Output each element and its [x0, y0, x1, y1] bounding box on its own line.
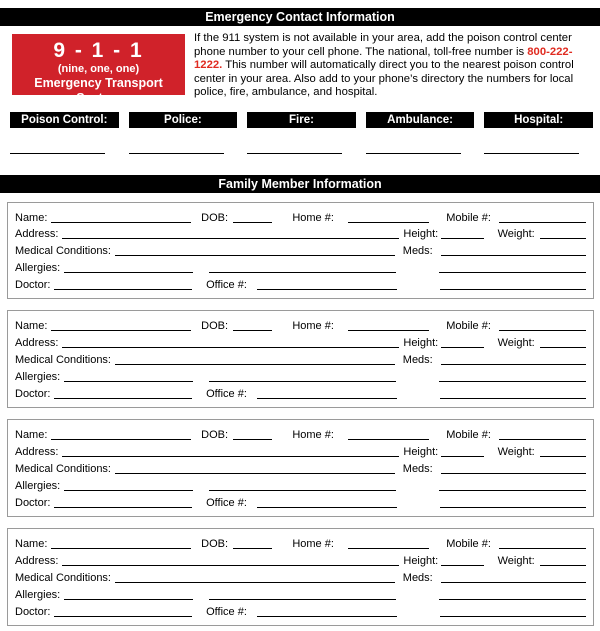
allergies-continuation-blank[interactable]	[209, 370, 396, 382]
meds-continuation-blank[interactable]	[439, 588, 586, 600]
address-label: Address:	[15, 555, 59, 568]
home-phone-blank[interactable]	[348, 537, 429, 549]
contact-label: Hospital:	[514, 113, 564, 126]
member-row-medical	[15, 351, 586, 368]
doctor-blank[interactable]	[54, 496, 192, 508]
name-blank[interactable]	[51, 319, 191, 331]
contact-label-box	[10, 112, 119, 128]
member-row-allergies	[15, 586, 586, 603]
member-row-address	[15, 225, 586, 242]
name-label: Name:	[15, 211, 48, 224]
name-blank[interactable]	[51, 211, 191, 223]
medical-conditions-label: Medical Conditions:	[15, 245, 111, 258]
allergies-continuation-blank[interactable]	[209, 261, 396, 273]
height-blank[interactable]	[441, 445, 483, 457]
member-row-doctor	[15, 494, 586, 511]
height-label: Height:	[403, 337, 439, 350]
height-blank[interactable]	[441, 336, 483, 348]
911-badge	[12, 34, 185, 105]
contact-number-blank[interactable]	[10, 153, 105, 154]
mobile-phone-blank[interactable]	[499, 537, 586, 549]
member-row-address	[15, 443, 586, 460]
emergency-section-title: Emergency Contact Information	[205, 10, 395, 24]
section-header-family	[0, 175, 600, 193]
allergies-label: Allergies:	[15, 588, 61, 601]
family-section-title: Family Member Information	[218, 176, 382, 191]
doctor-blank[interactable]	[54, 605, 192, 617]
home-phone-blank[interactable]	[348, 428, 429, 440]
mobile-phone-blank[interactable]	[499, 428, 586, 440]
emergency-contact-cell	[366, 112, 475, 154]
member-row-medical	[15, 242, 586, 259]
medical-conditions-label: Medical Conditions:	[15, 354, 111, 367]
family-members-list	[7, 202, 594, 627]
allergies-label: Allergies:	[15, 370, 61, 383]
allergies-blank[interactable]	[64, 261, 192, 273]
emergency-contact-form	[0, 8, 600, 626]
contact-number-blank[interactable]	[247, 153, 342, 154]
poison-control-paragraph	[194, 32, 593, 100]
address-label: Address:	[15, 446, 59, 459]
allergies-blank[interactable]	[64, 588, 192, 600]
911-number: 9 - 1 - 1	[53, 39, 144, 62]
medical-conditions-label: Medical Conditions:	[15, 572, 111, 585]
medical-conditions-blank[interactable]	[115, 462, 395, 474]
home-phone-label: Home #:	[292, 211, 334, 224]
emergency-contact-cell	[129, 112, 238, 154]
contact-label-box	[366, 112, 475, 128]
home-phone-blank[interactable]	[348, 211, 429, 223]
height-label: Height:	[403, 228, 439, 241]
office-phone-blank[interactable]	[257, 496, 397, 508]
member-row-doctor	[15, 603, 586, 620]
dob-label: DOB:	[201, 538, 229, 551]
member-row-allergies	[15, 368, 586, 385]
medical-conditions-blank[interactable]	[115, 571, 395, 583]
medical-conditions-blank[interactable]	[115, 353, 395, 365]
name-label: Name:	[15, 320, 48, 333]
address-blank[interactable]	[62, 227, 399, 239]
office-phone-label: Office #:	[206, 496, 247, 509]
member-row-address	[15, 334, 586, 351]
weight-label: Weight:	[497, 337, 535, 350]
office-phone-blank[interactable]	[257, 605, 397, 617]
meds-label: Meds:	[402, 245, 433, 258]
dob-blank[interactable]	[233, 319, 272, 331]
family-member-block	[7, 419, 594, 517]
dob-blank[interactable]	[233, 537, 272, 549]
contact-label: Fire:	[289, 113, 314, 126]
contact-label-box	[484, 112, 593, 128]
member-row-address	[15, 552, 586, 569]
weight-label: Weight:	[497, 555, 535, 568]
doctor-label: Doctor:	[15, 605, 51, 618]
meds-blank[interactable]	[441, 462, 586, 474]
emergency-numbers-row	[10, 112, 593, 154]
911-subtitle: (nine, one, one)	[57, 63, 140, 75]
mobile-phone-label: Mobile #:	[446, 320, 491, 333]
mobile-phone-blank[interactable]	[499, 319, 586, 331]
allergies-continuation-blank[interactable]	[209, 588, 396, 600]
contact-label: Police:	[164, 113, 202, 126]
office-phone-label: Office #:	[206, 605, 247, 618]
doctor-blank[interactable]	[54, 278, 192, 290]
family-member-block	[7, 528, 594, 626]
meds-continuation-blank[interactable]	[439, 479, 586, 491]
dob-blank[interactable]	[233, 211, 272, 223]
allergies-continuation-blank[interactable]	[209, 479, 396, 491]
name-label: Name:	[15, 429, 48, 442]
paragraph-text-after: This number will automatically direct you to the nearest poison control center in your area. Also add to your phone’s directory the numbers for local police, fire, ambulance, and hospital.	[194, 59, 574, 98]
meds-label: Meds:	[402, 463, 433, 476]
family-member-block	[7, 310, 594, 408]
height-blank[interactable]	[441, 227, 483, 239]
weight-blank[interactable]	[540, 227, 586, 239]
office-phone-blank[interactable]	[257, 278, 397, 290]
name-blank[interactable]	[51, 428, 191, 440]
family-member-block	[7, 202, 594, 300]
member-row-allergies	[15, 477, 586, 494]
office-phone-blank[interactable]	[257, 387, 397, 399]
meds-label: Meds:	[402, 572, 433, 585]
member-row-medical	[15, 460, 586, 477]
weight-label: Weight:	[497, 228, 535, 241]
contact-number-blank[interactable]	[129, 153, 224, 154]
member-row-doctor	[15, 276, 586, 293]
member-row-name	[15, 535, 586, 552]
medical-conditions-blank[interactable]	[115, 244, 395, 256]
contact-number-blank[interactable]	[484, 153, 579, 154]
home-phone-blank[interactable]	[348, 319, 429, 331]
contact-number-blank[interactable]	[366, 153, 461, 154]
weight-blank[interactable]	[540, 336, 586, 348]
contact-label: Poison Control:	[21, 113, 108, 126]
emergency-contact-cell	[10, 112, 119, 154]
meds-blank[interactable]	[441, 571, 586, 583]
address-blank[interactable]	[62, 554, 399, 566]
meds-continuation-blank-2[interactable]	[440, 605, 587, 617]
doctor-label: Doctor:	[15, 387, 51, 400]
allergies-blank[interactable]	[64, 479, 192, 491]
dob-label: DOB:	[201, 429, 229, 442]
home-phone-label: Home #:	[292, 429, 334, 442]
meds-blank[interactable]	[441, 244, 586, 256]
meds-continuation-blank[interactable]	[439, 261, 586, 273]
meds-label: Meds:	[402, 354, 433, 367]
address-blank[interactable]	[62, 445, 399, 457]
meds-continuation-blank-2[interactable]	[440, 278, 587, 290]
dob-label: DOB:	[201, 211, 229, 224]
weight-label: Weight:	[497, 446, 535, 459]
name-blank[interactable]	[51, 537, 191, 549]
intro-section	[12, 32, 593, 105]
height-label: Height:	[403, 555, 439, 568]
home-phone-label: Home #:	[292, 538, 334, 551]
contact-label-box	[129, 112, 238, 128]
dob-blank[interactable]	[233, 428, 272, 440]
allergies-blank[interactable]	[64, 370, 192, 382]
911-caption: Emergency Transport System	[34, 76, 163, 105]
height-label: Height:	[403, 446, 439, 459]
meds-continuation-blank-2[interactable]	[440, 496, 587, 508]
medical-conditions-label: Medical Conditions:	[15, 463, 111, 476]
contact-label: Ambulance:	[387, 113, 453, 126]
meds-continuation-blank-2[interactable]	[440, 387, 587, 399]
allergies-label: Allergies:	[15, 479, 61, 492]
member-row-name	[15, 426, 586, 443]
home-phone-label: Home #:	[292, 320, 334, 333]
member-row-name	[15, 209, 586, 226]
emergency-contact-cell	[247, 112, 356, 154]
doctor-blank[interactable]	[54, 387, 192, 399]
contact-label-box	[247, 112, 356, 128]
office-phone-label: Office #:	[206, 278, 247, 291]
doctor-label: Doctor:	[15, 278, 51, 291]
weight-blank[interactable]	[540, 554, 586, 566]
mobile-phone-label: Mobile #:	[446, 211, 491, 224]
member-row-name	[15, 317, 586, 334]
section-header-emergency	[0, 8, 600, 26]
mobile-phone-label: Mobile #:	[446, 538, 491, 551]
address-label: Address:	[15, 337, 59, 350]
dob-label: DOB:	[201, 320, 229, 333]
member-row-medical	[15, 569, 586, 586]
weight-blank[interactable]	[540, 445, 586, 457]
emergency-contact-cell	[484, 112, 593, 154]
allergies-label: Allergies:	[15, 261, 61, 274]
poison-control-phone-number: 800-222-1222.	[194, 45, 573, 71]
doctor-label: Doctor:	[15, 496, 51, 509]
mobile-phone-label: Mobile #:	[446, 429, 491, 442]
member-row-doctor	[15, 385, 586, 402]
meds-continuation-blank[interactable]	[439, 370, 586, 382]
name-label: Name:	[15, 538, 48, 551]
office-phone-label: Office #:	[206, 387, 247, 400]
paragraph-text-before: If the 911 system is not available in your area, add the poison control center phone number to your cell phone. The national, toll-free number is	[194, 32, 572, 58]
mobile-phone-blank[interactable]	[499, 211, 586, 223]
meds-blank[interactable]	[441, 353, 586, 365]
address-blank[interactable]	[62, 336, 399, 348]
height-blank[interactable]	[441, 554, 483, 566]
address-label: Address:	[15, 228, 59, 241]
member-row-allergies	[15, 259, 586, 276]
